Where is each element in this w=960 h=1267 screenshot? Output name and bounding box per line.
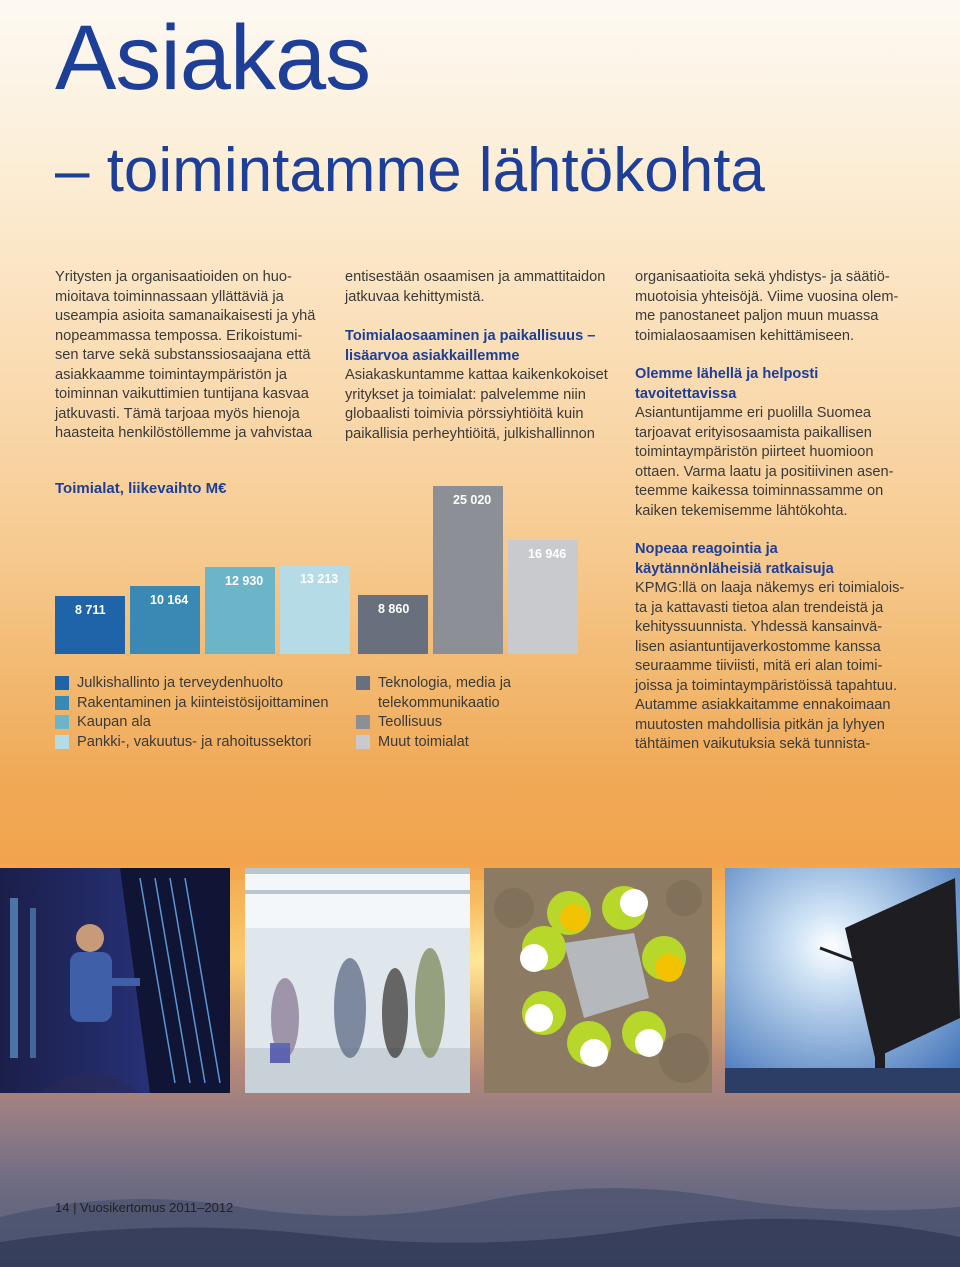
- text-line: toimintaympäristön piirteet huomioon: [635, 444, 874, 460]
- text-line: sen tarve sekä substanssiosaajana että: [55, 347, 311, 363]
- legend-label: Teollisuus: [378, 714, 443, 730]
- bar-value-label: 8 711: [75, 603, 106, 617]
- text-line: lisen asiantuntijaverkostomme kanssa: [635, 638, 881, 655]
- legend-swatch: [55, 696, 69, 710]
- section-heading: Toimialaosaaminen ja paikallisuus –: [345, 328, 596, 344]
- legend-left: [55, 674, 328, 752]
- legend-item: [55, 713, 328, 733]
- section-heading: lisäarvoa asiakkaillemme: [345, 347, 520, 364]
- text-line: toimialaosaamisen kehittämiseen.: [635, 327, 855, 344]
- section-heading: Olemme lähellä ja helposti: [635, 366, 819, 382]
- text-line: haasteita henkilöstöllemme ja vahvistaa: [55, 425, 313, 441]
- bar-value-label: 16 946: [528, 547, 567, 561]
- bar-value-label: 13 213: [300, 572, 339, 586]
- text-line: seuraamme tiiviisti, mitä eri alan toimi-: [635, 658, 883, 674]
- text-line: entisestään osaamisen ja ammattitaidon: [345, 269, 606, 285]
- page-title: Asiakas: [55, 7, 371, 109]
- text-line: tähtäimen vaikutuksia sekä tunnista-: [635, 736, 871, 752]
- bar-value-label: 8 860: [378, 602, 410, 616]
- intro-column: [55, 268, 330, 444]
- bar-value-label: 25 020: [453, 493, 492, 507]
- legend-item: [55, 694, 328, 714]
- text-line: Yritysten ja organisaatioiden on huo-: [55, 269, 292, 285]
- satellite-dish-photo: [725, 868, 960, 1093]
- text-line: me panostaneet paljon muun muassa: [635, 308, 879, 324]
- text-line: useampia asioita samanaikaisesti ja yhä: [55, 308, 316, 324]
- page-subtitle: – toimintamme lähtökohta: [55, 136, 765, 205]
- text-line: jatkuvaa kehittymistä.: [345, 288, 485, 305]
- legend-item: [55, 674, 328, 694]
- chart-bar: [433, 486, 503, 654]
- construction-workers-photo: [484, 868, 712, 1093]
- text-line: ta ja kattavasti tietoa alan trendeistä ja: [635, 599, 884, 616]
- legend-right: [356, 674, 511, 752]
- commuters-photo: [245, 868, 470, 1093]
- text-line: nopeammassa tempossa. Erikoistumi-: [55, 327, 303, 344]
- text-line: joissa ja toimintaympäristöissä tapahtuu.: [635, 677, 898, 694]
- text-line: jatkuvasti. Tämä tarjoaa myös hienoja: [55, 405, 300, 422]
- text-line: kehityssuunnista. Yhdessä kansainvä-: [635, 619, 883, 635]
- bar-value-label: 10 164: [150, 593, 189, 607]
- section-heading: Nopeaa reagointia ja: [635, 541, 778, 557]
- chart-title: Toimialat, liikevaihto M€: [55, 480, 227, 497]
- legend-label: Rakentaminen ja kiinteistösijoittaminen: [77, 694, 329, 711]
- legend-item: [356, 674, 511, 694]
- server-room-photo: [0, 868, 230, 1093]
- text-line: muutosten mahdollisia pitkän ja lyhyen: [635, 716, 885, 733]
- page-footer: 14 | Vuosikertomus 2011–2012: [55, 1200, 234, 1215]
- text-line: organisaatioita sekä yhdistys- ja säätiö-: [635, 269, 890, 285]
- legend-item: [356, 694, 511, 714]
- legend-swatch: [356, 676, 370, 690]
- legend-item: [356, 713, 511, 733]
- text-line: kaiken tekemisemme lähtökohta.: [635, 502, 848, 519]
- legend-swatch: [356, 715, 370, 729]
- text-line: toiminnan vaikuttimien tuntijana kasvaa: [55, 386, 309, 402]
- text-line: Asiakaskuntamme kattaa kaikenkokoiset: [345, 367, 608, 383]
- legend-item: [356, 733, 511, 753]
- text-line: Autamme asiakkaitamme ennakoimaan: [635, 697, 891, 713]
- text-line: muotoisia yhteisöjä. Viime vuosina olem-: [635, 288, 899, 305]
- legend-spacer: [356, 696, 370, 710]
- legend-label: Pankki-, vakuutus- ja rahoitussektori: [77, 733, 312, 750]
- text-line: tarjoavat erityisosaamista paikallisen: [635, 424, 872, 441]
- legend-item: [55, 733, 328, 753]
- text-line: ottaen. Varma laatu ja positiivinen asen-: [635, 463, 894, 480]
- bar-value-label: 12 930: [225, 574, 264, 588]
- legend-label: Kaupan ala: [77, 714, 151, 730]
- text-line: mioitava toiminnassaan yllättäviä ja: [55, 288, 284, 305]
- text-line: yritykset ja toimialat: palvelemme niin: [345, 386, 586, 403]
- section-heading: tavoitettavissa: [635, 385, 737, 402]
- text-line: KPMG:llä on laaja näkemys eri toimialois-: [635, 580, 905, 596]
- legend-swatch: [356, 735, 370, 749]
- section-heading: käytännönläheisiä ratkaisuja: [635, 560, 834, 577]
- legend-swatch: [55, 676, 69, 690]
- legend-swatch: [55, 715, 69, 729]
- text-line: asiakkaamme toimintaympäristön ja: [55, 366, 287, 383]
- legend-label: telekommunikaatio: [378, 694, 500, 711]
- legend-label: Muut toimialat: [378, 733, 469, 750]
- legend-label: Julkishallinto ja terveydenhuolto: [77, 675, 284, 691]
- text-line: globaalisti toimivia pörssiyhtiöitä kuin: [345, 406, 584, 422]
- legend-label: Teknologia, media ja: [378, 675, 512, 691]
- middle-column: [345, 268, 625, 444]
- text-line: Asiantuntijamme eri puolilla Suomea: [635, 405, 872, 421]
- text-line: teemme kaikessa toiminnassamme on: [635, 483, 884, 499]
- legend-swatch: [55, 735, 69, 749]
- right-column: [635, 268, 935, 755]
- text-line: paikallisia perheyhtiöitä, julkishallinnon: [345, 425, 595, 442]
